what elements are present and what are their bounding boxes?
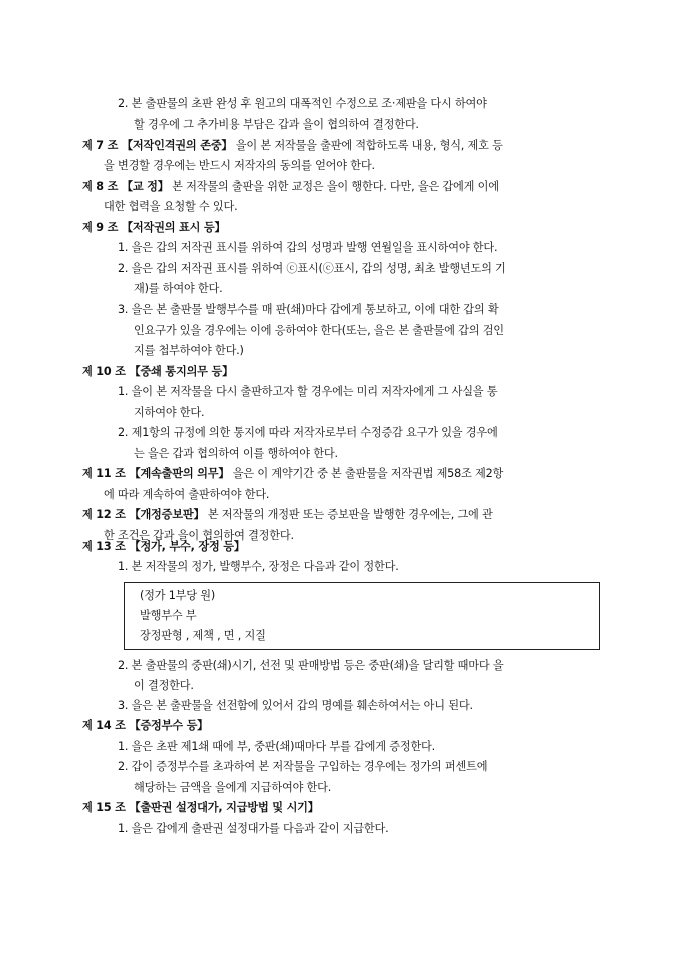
- clause-item: [118, 242, 497, 253]
- item-number: 2.: [118, 760, 129, 773]
- article-heading: 제 7 조 【저작인격권의 존중】: [82, 139, 233, 152]
- item-text: 을은 본 출판물을 선전함에 있어서 갑의 명예를 훼손하여서는 아니 된다.: [131, 699, 473, 712]
- item-text: 을은 갑의 저작권 표시를 위하여 ⓒ표시(ⓒ표시, 갑의 성명, 최초 발행년도의 기: [131, 262, 506, 275]
- article-12: [82, 509, 493, 520]
- article-heading: 제 12 조 【개정증보판】: [82, 508, 205, 521]
- item-number: 2.: [118, 262, 129, 275]
- clause-item: [118, 427, 498, 438]
- item-continuation: 이 결정한다.: [134, 679, 194, 692]
- item-continuation: 해당하는 금액을 을에게 지급하여야 한다.: [134, 781, 332, 794]
- article-8: [82, 181, 499, 192]
- article-continuation: 한 조건은 갑과 을이 협의하여 결정한다.: [104, 529, 294, 542]
- item-text: 을은 갑의 저작권 표시를 위하여 갑의 성명과 발행 연월일을 표시하여야 한다.: [131, 241, 498, 254]
- copies-line: 발행부수 부: [140, 609, 197, 622]
- article-heading: 제 8 조 【교 정】: [82, 180, 169, 193]
- item-text: 을이 본 저작물을 다시 출판하고자 할 경우에는 미리 저작자에게 그 사실을 통: [131, 385, 498, 398]
- article-15-heading: 제 15 조 【출판권 설정대가, 지급방법 및 시기】: [82, 801, 319, 814]
- item-continuation: 인요구가 있을 경우에는 이에 응하여야 한다(또는, 을은 본 출판물에 갑의 검인: [134, 324, 504, 337]
- item-text: 을은 본 출판물 발행부수를 매 판(쇄)마다 갑에게 통보하고, 이에 대한 갑의 확: [131, 303, 499, 316]
- clause-item: [118, 700, 473, 711]
- price-line: (정가 1부당 원): [140, 589, 215, 602]
- clause-item: [118, 98, 487, 109]
- item-continuation: 지하여야 한다.: [134, 406, 205, 419]
- item-number: 1.: [118, 241, 129, 254]
- item-continuation: 할 경우에 그 추가비용 부담은 갑과 을이 협의하여 결정한다.: [134, 118, 419, 131]
- article-heading: 제 11 조 【계속출판의 의무】: [82, 467, 230, 480]
- item-number: 2.: [118, 426, 129, 439]
- article-continuation: 에 따라 계속하여 출판하여야 한다.: [104, 488, 270, 501]
- item-number: 1.: [118, 385, 129, 398]
- article-text: 본 저작물의 출판을 위한 교정은 을이 행한다. 다만, 을은 갑에게 이에: [172, 180, 499, 193]
- item-number: 1.: [118, 822, 129, 835]
- item-text: 갑이 증정부수를 초과하여 본 저작물을 구입하는 경우에는 정가의 퍼센트에: [131, 760, 488, 773]
- item-number: 1.: [118, 740, 129, 753]
- article-continuation: 을 변경할 경우에는 반드시 저작자의 동의를 얻어야 한다.: [104, 159, 375, 172]
- article-text: 을은 이 계약기간 중 본 출판물을 저작권법 제58조 제2항: [232, 467, 504, 480]
- binding-line: 장정판형 , 제책 , 면 , 지질: [140, 629, 266, 642]
- item-continuation: 는 을은 갑과 협의하여 이를 행하여야 한다.: [134, 447, 338, 460]
- clause-item: [118, 660, 503, 671]
- item-continuation: 지를 첩부하여야 한다.): [134, 344, 244, 357]
- item-text: 제1항의 규정에 의한 통지에 따라 저작자로부터 수정증감 요구가 있을 경우에: [131, 426, 498, 439]
- item-text: 본 저작물의 정가, 발행부수, 장정은 다음과 같이 정한다.: [131, 560, 399, 573]
- item-text: 을은 초판 제1쇄 때에 부, 중판(쇄)때마다 부를 갑에게 증정한다.: [131, 740, 436, 753]
- article-text: 을이 본 저작물을 출판에 적합하도록 내용, 형식, 제호 등: [235, 139, 503, 152]
- article-continuation: 대한 협력을 요청할 수 있다.: [104, 200, 238, 213]
- clause-item: [118, 823, 389, 834]
- clause-item: [118, 761, 487, 772]
- clause-item: [118, 263, 506, 274]
- article-7: [82, 140, 503, 151]
- article-13-heading: 제 13 조 【정가, 부수, 장정 등】: [82, 540, 245, 553]
- clause-item: [118, 304, 498, 315]
- clause-item: [118, 741, 435, 752]
- article-11: [82, 468, 503, 479]
- article-10-heading: 제 10 조 【중쇄 통지의무 등】: [82, 365, 234, 378]
- item-number: 3.: [118, 699, 129, 712]
- clause-item: [118, 561, 399, 572]
- item-number: 1.: [118, 560, 129, 573]
- item-continuation: 재)를 하여야 한다.: [134, 282, 223, 295]
- item-text: 본 출판물의 초판 완성 후 원고의 대폭적인 수정으로 조·제판을 다시 하여야: [131, 97, 487, 110]
- item-number: 2.: [118, 659, 129, 672]
- article-text: 본 저작물의 개정판 또는 증보판을 발행한 경우에는, 그에 관: [207, 508, 493, 521]
- article-9-heading: 제 9 조 【저작권의 표시 등】: [82, 221, 226, 234]
- clause-item: [118, 386, 497, 397]
- item-text: 본 출판물의 중판(쇄)시기, 선전 및 판매방법 등은 중판(쇄)을 달리할 때마다 을: [131, 659, 504, 672]
- item-number: 2.: [118, 97, 129, 110]
- item-text: 을은 갑에게 출판권 설정대가를 다음과 같이 지급한다.: [131, 822, 389, 835]
- item-number: 3.: [118, 303, 129, 316]
- article-14-heading: 제 14 조 【증정부수 등】: [82, 719, 209, 732]
